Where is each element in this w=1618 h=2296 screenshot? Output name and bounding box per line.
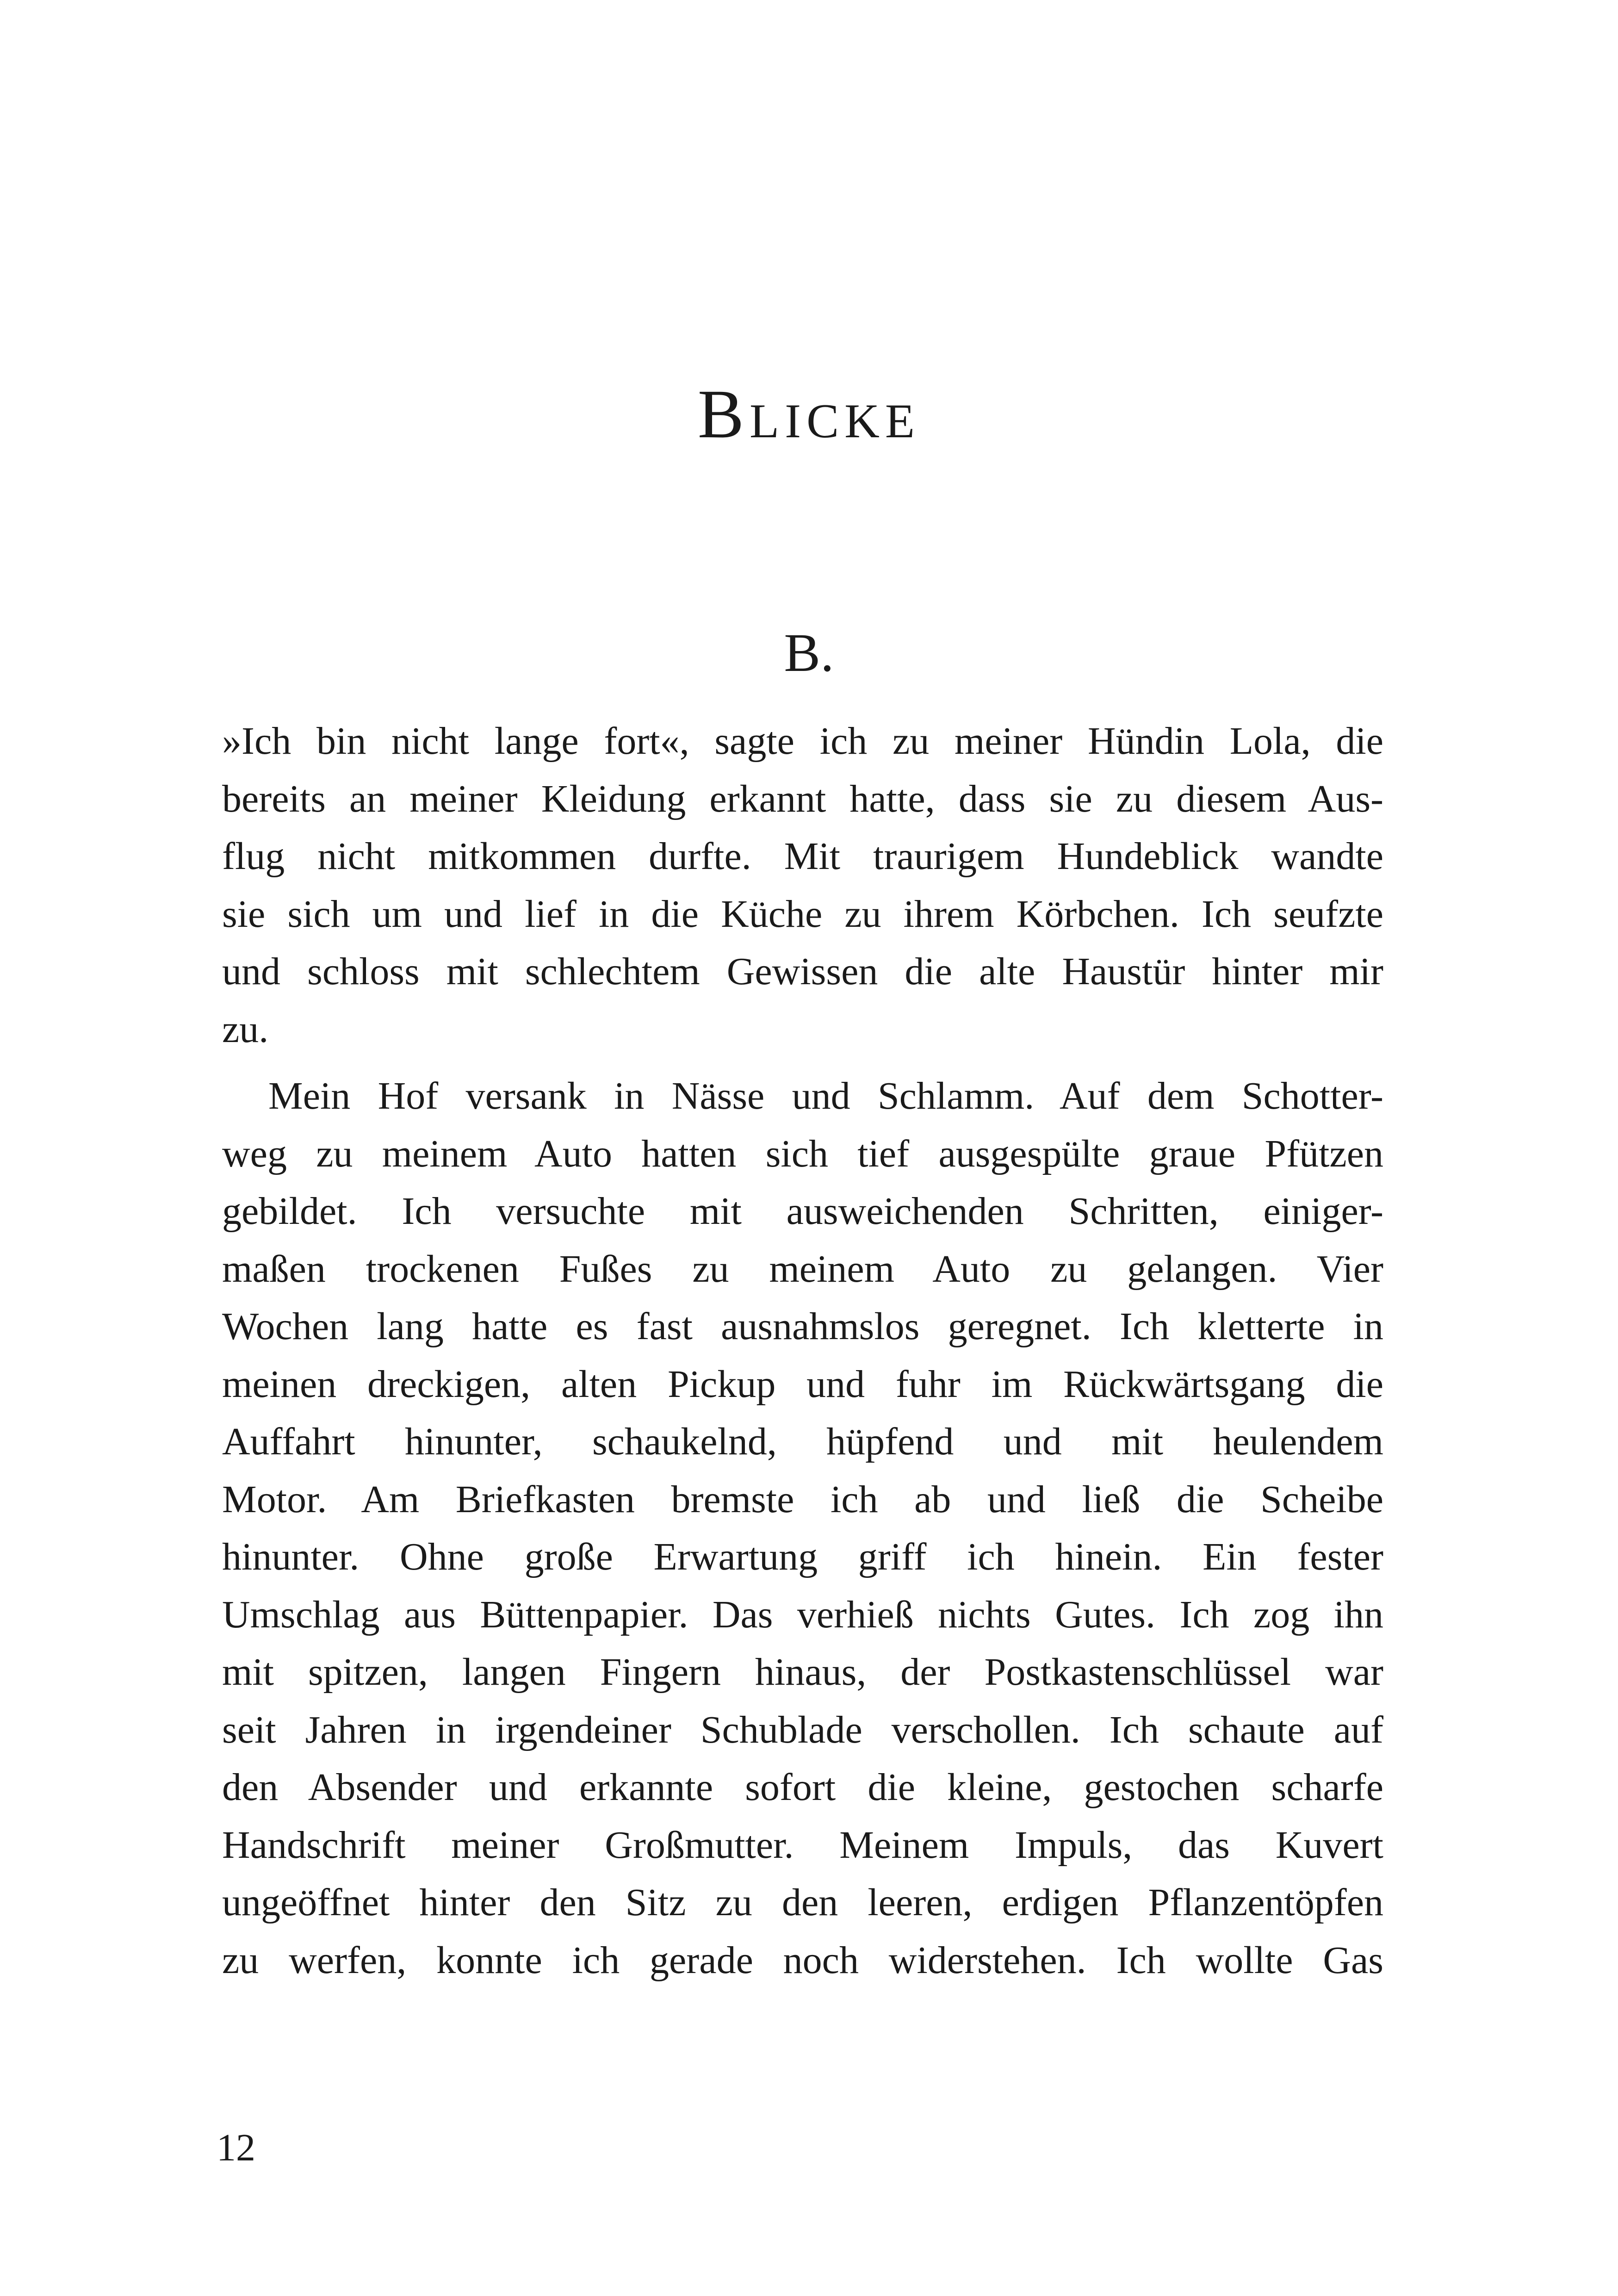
text-line: zu werfen, konnte ich gerade noch widerstehen. Ich wollte Gas	[222, 1938, 1383, 1982]
text-line: Umschlag aus Büttenpapier. Das verhieß nichts Gutes. Ich zog ihn	[222, 1593, 1383, 1636]
body-text	[222, 713, 1383, 1989]
text-line: den Absender und erkannte sofort die kleine, gestochen scharfe	[222, 1766, 1383, 1809]
text-line: Handschrift meiner Großmutter. Meinem Impuls, das Kuvert	[222, 1823, 1383, 1867]
text-line: ungeöffnet hinter den Sitz zu den leeren, erdigen Pflanzentöpfen	[222, 1881, 1383, 1924]
text-line: hinunter. Ohne große Erwartung griff ich hinein. Ein fester	[222, 1535, 1383, 1578]
text-line: mit spitzen, langen Fingern hinaus, der Postkastenschlüssel war	[222, 1651, 1383, 1694]
text-line: bereits an meiner Kleidung erkannt hatte, dass sie zu diesem Aus-	[222, 777, 1383, 820]
text-line: weg zu meinem Auto hatten sich tief ausgespülte graue Pfützen	[222, 1132, 1383, 1175]
text-line: zu.	[222, 1007, 269, 1051]
page-number: 12	[217, 2126, 255, 2169]
text-line: sie sich um und lief in die Küche zu ihrem Körbchen. Ich seufzte	[222, 892, 1383, 936]
text-line: Motor. Am Briefkasten bremste ich ab und ließ die Scheibe	[222, 1477, 1383, 1521]
text-line: Wochen lang hatte es fast ausnahmslos geregnet. Ich kletterte in	[222, 1305, 1383, 1348]
text-line: »Ich bin nicht lange fort«, sagte ich zu meiner Hündin Lola, die	[222, 720, 1383, 763]
text-line: flug nicht mitkommen durfte. Mit traurigem Hundeblick wandte	[222, 835, 1383, 878]
text-line: maßen trockenen Fußes zu meinem Auto zu gelangen. Vier	[222, 1247, 1383, 1291]
chapter-title: Blicke	[697, 376, 921, 453]
paragraph-gap	[222, 1058, 1383, 1067]
text-line: gebildet. Ich versuchte mit ausweichenden Schritten, einiger-	[222, 1190, 1383, 1233]
text-line: und schloss mit schlechtem Gewissen die alte Haustür hinter mir	[222, 950, 1383, 993]
section-heading: B.	[784, 622, 834, 683]
text-line: seit Jahren in irgendeiner Schublade verschollen. Ich schaute auf	[222, 1708, 1383, 1751]
text-line: meinen dreckigen, alten Pickup und fuhr im Rückwärtsgang die	[222, 1362, 1383, 1406]
text-line: Auffahrt hinunter, schaukelnd, hüpfend und mit heulendem	[222, 1420, 1383, 1463]
text-line: Mein Hof versank in Nässe und Schlamm. Auf dem Schotter-	[268, 1074, 1383, 1117]
